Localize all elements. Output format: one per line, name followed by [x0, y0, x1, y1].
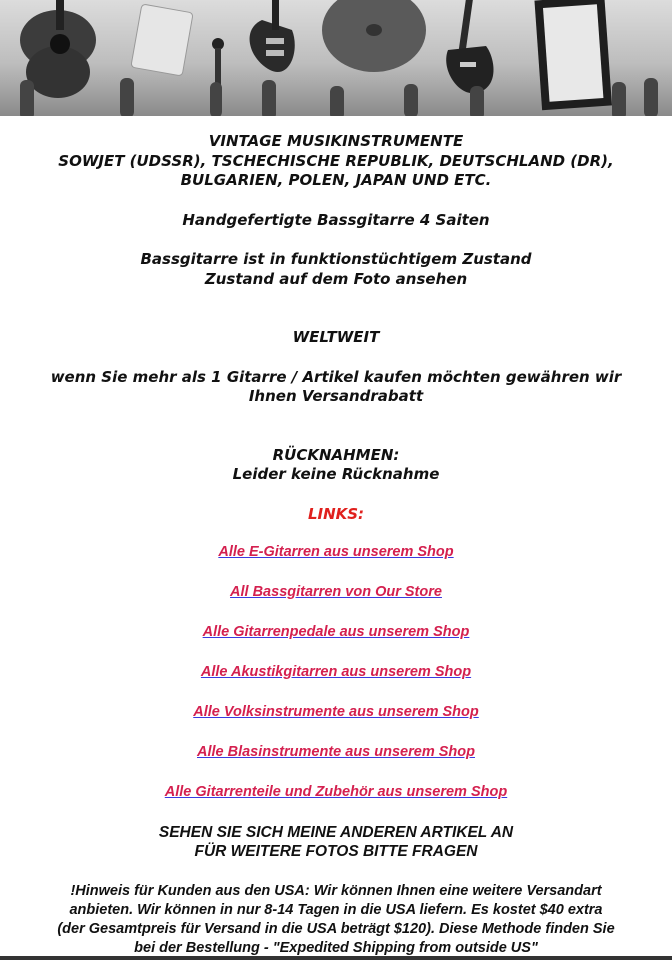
link-electric-guitars[interactable]: Alle E-Gitarren aus unserem Shop [218, 544, 454, 560]
laptop-icon [131, 4, 193, 76]
discount-line-2: Ihnen Versandrabatt [248, 387, 424, 405]
cymbal-icon [322, 0, 426, 72]
shipping-discount-text [10, 368, 662, 407]
other-items-line-1: SEHEN SIE SICH MEINE ANDEREN ARTIKEL AN [158, 823, 514, 841]
link-guitar-parts[interactable]: Alle Gitarrenteile und Zubehör aus unserem Shop [164, 784, 508, 800]
header-line-1: VINTAGE MUSIKINSTRUMENTE [208, 132, 464, 150]
other-items-line-2: FÜR WEITERE FOTOS BITTE FRAGEN [194, 843, 478, 860]
usa-shipping-note [10, 882, 662, 958]
shop-links [10, 543, 662, 803]
returns-text: Leider keine Rücknahme [232, 465, 440, 483]
bass-guitar-icon [446, 0, 493, 93]
header-block [10, 132, 662, 191]
usa-note-line-2: anbieten. Wir können in nur 8-14 Tagen in die USA liefern. Es kostet $40 extra [69, 901, 603, 918]
link-bass-guitars[interactable]: All Bassgitarren von Our Store [230, 584, 442, 600]
header-line-2: SOWJET (UDSSR), TSCHECHISCHE REPUBLIK, DEUTSCHLAND (DR), [58, 151, 614, 170]
electric-guitar-icon [250, 0, 295, 72]
header-line-3: BULGARIEN, POLEN, JAPAN UND ETC. [180, 171, 492, 189]
worldwide-shipping-heading: WELTWEIT [292, 328, 380, 346]
discount-line-1: wenn Sie mehr als 1 Gitarre / Artikel kaufen möchten gewähren wir [50, 367, 622, 386]
condition-line-2: Zustand auf dem Foto ansehen [204, 269, 468, 288]
link-acoustic-guitars[interactable]: Alle Akustikgitarren aus unserem Shop [200, 664, 472, 680]
other-items-block [10, 823, 662, 862]
product-title: Handgefertigte Bassgitarre 4 Saiten [182, 210, 490, 229]
usa-note-line-1: !Hinweis für Kunden aus den USA: Wir können Ihnen eine weitere Versandart [70, 882, 602, 899]
condition-line-1: Bassgitarre ist in funktionstüchtigem Zustand [140, 250, 532, 268]
header-banner-image [0, 0, 672, 116]
returns-heading: RÜCKNAHMEN: [272, 445, 400, 464]
link-wind-instruments[interactable]: Alle Blasinstrumente aus unserem Shop [197, 744, 475, 760]
keyboard-icon [534, 0, 612, 110]
condition-block [10, 250, 662, 289]
usa-note-line-4: bei der Bestellung - "Expedited Shipping from outside US" [134, 939, 538, 956]
microphone-icon [212, 38, 224, 88]
link-folk-instruments[interactable]: Alle Volksinstrumente aus unserem Shop [193, 704, 479, 720]
bottom-image-strip [0, 956, 672, 960]
listing-description [0, 132, 672, 958]
usa-note-line-3: (der Gesamtpreis für Versand in die USA beträgt $120). Diese Methode finden Sie [57, 920, 615, 937]
returns-block [10, 446, 662, 485]
link-guitar-pedals[interactable]: Alle Gitarrenpedale aus unserem Shop [202, 624, 470, 640]
links-heading: LINKS: [307, 504, 365, 523]
